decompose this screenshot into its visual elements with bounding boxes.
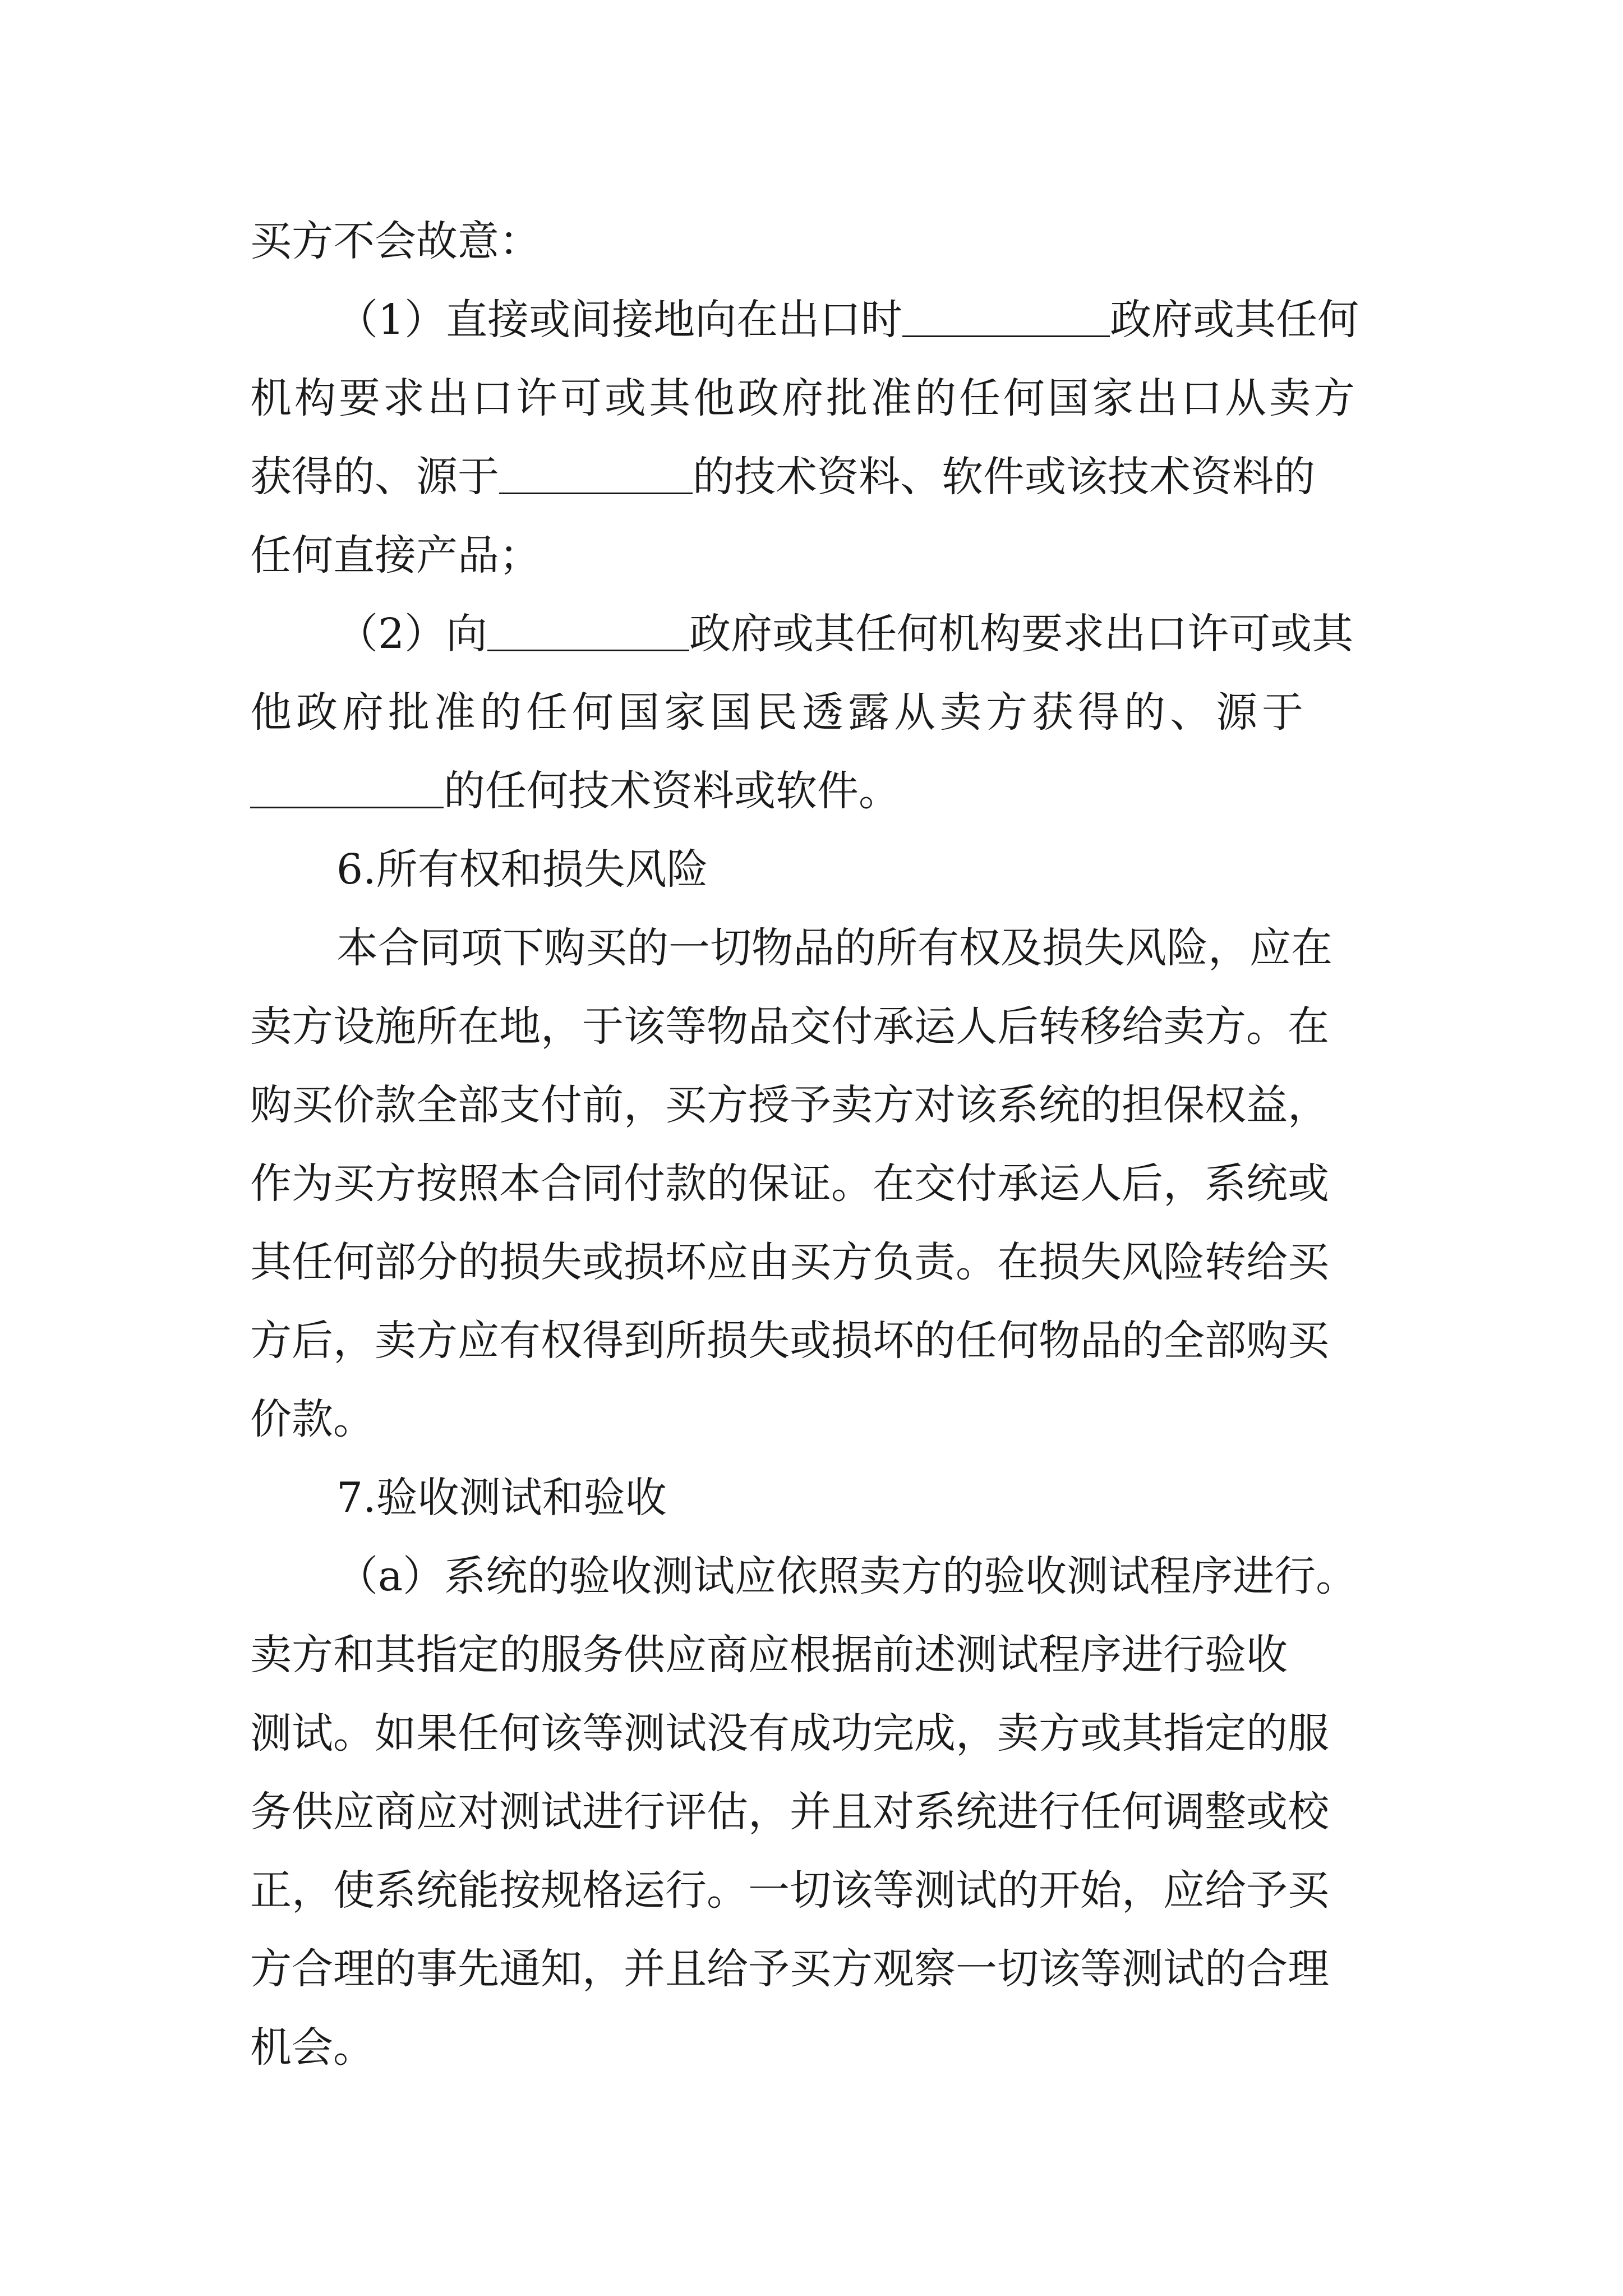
text-line	[250, 1301, 1329, 1380]
line-text: 务供应商应对测试进行评估，并且对系统进行任何调整或校	[250, 1788, 1329, 1836]
text-line	[336, 595, 1353, 673]
text-line	[250, 1066, 1329, 1144]
text-line	[250, 1851, 1329, 1930]
text-line	[250, 1773, 1329, 1851]
text-line	[250, 673, 1308, 752]
line-text: 作为买方按照本合同付款的保证。在交付承运人后，系统或	[250, 1159, 1329, 1208]
line-text: 卖方和其指定的服务供应商应根据前述测试程序进行验收	[250, 1631, 1288, 1679]
line-text: 方合理的事先通知，并且给予买方观察一切该等测试的合理	[250, 1945, 1329, 1993]
text-line	[336, 1537, 1357, 1616]
text-line	[250, 1616, 1288, 1694]
line-text: 机构要求出口许可或其他政府批准的任何国家出口从卖方	[250, 374, 1358, 422]
section-heading	[336, 830, 708, 909]
line-text: 测试。如果任何该等测试没有成功完成，卖方或其指定的服	[250, 1709, 1329, 1757]
line-text: 机会。	[250, 2023, 375, 2072]
line-text: 的任何技术资料或软件。	[444, 767, 900, 815]
text-line	[250, 1223, 1329, 1301]
text-line	[250, 516, 541, 595]
text-line	[250, 1144, 1329, 1223]
line-text: 获得的、源于	[250, 453, 499, 501]
line-text: 本合同项下购买的一切物品的所有权及损失风险，应在	[336, 924, 1332, 972]
line-text: 正，使系统能按规格运行。一切该等测试的开始，应给予买	[250, 1866, 1329, 1915]
text-line	[250, 2008, 375, 2087]
text-line	[336, 280, 1359, 359]
line-text: 购买价款全部支付前，买方授予卖方对该系统的担保权益，	[250, 1081, 1329, 1129]
text-line	[250, 438, 1315, 516]
line-text: 方后，卖方应有权得到所损失或损坏的任何物品的全部购买	[250, 1317, 1329, 1365]
fill-in-blank	[487, 608, 689, 651]
line-text: 卖方设施所在地，于该等物品交付承运人后转移给卖方。在	[250, 1002, 1329, 1051]
text-line	[250, 752, 900, 830]
line-text: 政府或其任何机构要求出口许可或其	[689, 610, 1354, 658]
line-text: 他政府批准的任何国家国民透露从卖方获得的、源于	[250, 688, 1308, 737]
heading-text: 7.验收测试和验收	[336, 1474, 667, 1522]
text-line	[336, 909, 1332, 987]
text-line	[250, 359, 1358, 438]
line-text: 任何直接产品；	[250, 531, 541, 579]
text-line	[250, 202, 541, 280]
line-text: （1）直接或间接地向在出口时	[336, 296, 903, 344]
fill-in-blank	[902, 294, 1110, 337]
line-text: 的技术资料、软件或该技术资料的	[693, 453, 1315, 501]
line-text: （2）向	[336, 610, 488, 658]
text-line	[250, 1694, 1329, 1773]
line-text: 买方不会故意：	[250, 217, 541, 265]
line-text: 政府或其任何	[1110, 296, 1359, 344]
line-text: （a）系统的验收测试应依照卖方的验收测试程序进行。	[336, 1552, 1358, 1600]
text-line	[250, 987, 1329, 1066]
line-text: 其任何部分的损失或损坏应由买方负责。在损失风险转给买	[250, 1238, 1329, 1286]
fill-in-blank	[499, 451, 693, 494]
line-text: 价款。	[250, 1395, 375, 1443]
text-line	[250, 1930, 1329, 2008]
fill-in-blank	[250, 765, 444, 808]
text-line	[250, 1380, 375, 1458]
heading-text: 6.所有权和损失风险	[336, 845, 708, 894]
section-heading	[336, 1458, 667, 1537]
